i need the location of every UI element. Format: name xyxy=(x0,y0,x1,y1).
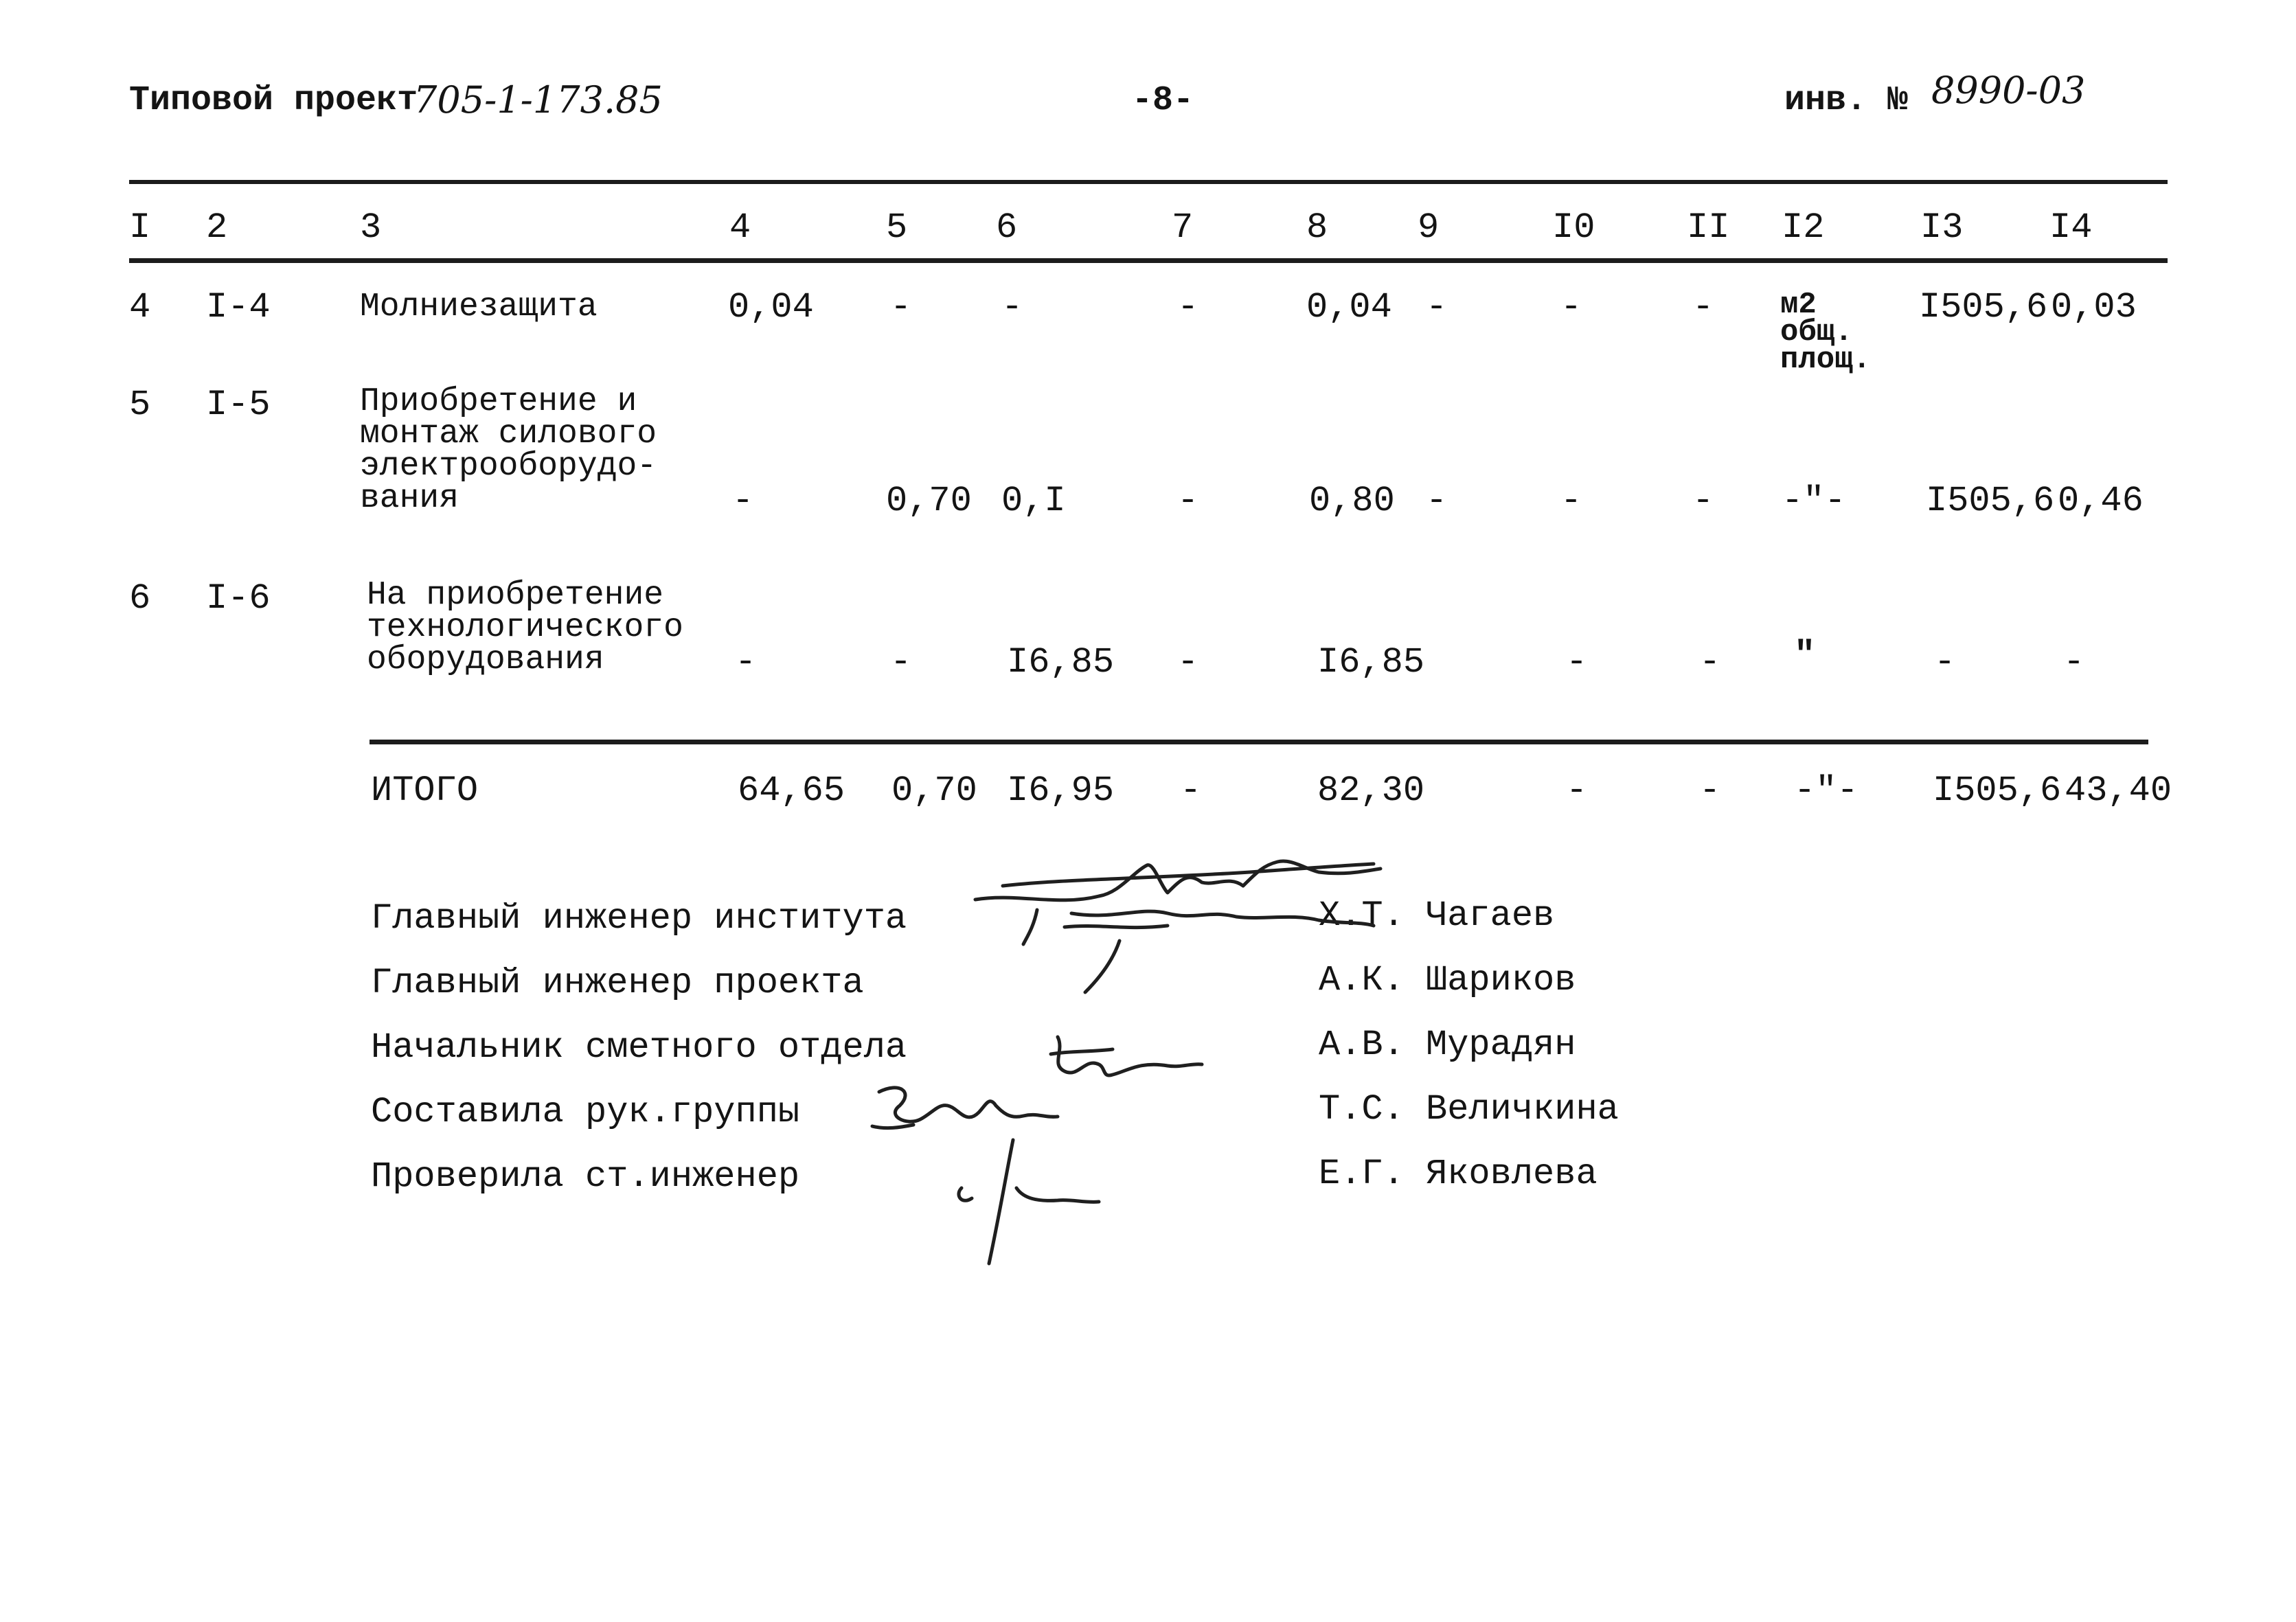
row-code: I-6 xyxy=(206,578,271,619)
total-col13: I505,6 xyxy=(1933,770,2062,811)
column-header: 4 xyxy=(729,207,751,248)
signature-role: Главный инженер проекта xyxy=(371,963,864,1003)
row-description: Приобретение и монтаж силового электрооборудо- вания xyxy=(360,383,657,517)
cell-col4: - xyxy=(735,642,757,683)
column-header: 9 xyxy=(1418,207,1440,248)
cell-col13: I505,6 xyxy=(1919,287,2048,328)
total-rule xyxy=(370,740,2148,744)
inventory-number: 8990-03 xyxy=(1931,69,2086,112)
cell-col4: - xyxy=(732,481,754,521)
column-header: 5 xyxy=(886,207,908,248)
cell-col14: 0,46 xyxy=(2058,481,2144,521)
row-code: I-4 xyxy=(206,287,271,328)
signature-name: А.В. Мурадян xyxy=(1319,1025,1576,1065)
cell-col14: 0,03 xyxy=(2051,287,2137,328)
row-number: 4 xyxy=(129,287,151,328)
table-top-rule xyxy=(129,180,2168,184)
column-header: I xyxy=(129,207,151,248)
column-header: I4 xyxy=(2049,207,2093,248)
total-col14: 43,40 xyxy=(2065,770,2172,811)
signature-role: Составила рук.группы xyxy=(371,1092,800,1132)
column-header: I3 xyxy=(1920,207,1964,248)
total-col6: I6,95 xyxy=(1007,770,1115,811)
signature-name: А.К. Шариков xyxy=(1319,960,1576,1001)
cell-col5: - xyxy=(890,287,912,328)
cell-col11: - xyxy=(1692,481,1714,521)
total-col7: - xyxy=(1180,770,1202,811)
cell-col13: I505,6 xyxy=(1926,481,2055,521)
cell-col7: - xyxy=(1177,287,1199,328)
cell-col4: 0,04 xyxy=(728,287,814,328)
cell-col8: I6,85 xyxy=(1317,642,1425,683)
inventory-label: инв. № xyxy=(1784,81,1909,120)
signature-role: Проверила ст.инженер xyxy=(371,1156,800,1197)
column-header: 7 xyxy=(1172,207,1194,248)
cell-col5: - xyxy=(890,642,912,683)
cell-unit: -"- xyxy=(1782,481,1846,521)
signature-name: Т.С. Величкина xyxy=(1319,1089,1619,1130)
project-number: 705-1-173.85 xyxy=(413,78,663,122)
row-code: I-5 xyxy=(206,385,271,425)
cell-col10: - xyxy=(1560,287,1582,328)
signature-name: Х.Т. Чагаев xyxy=(1319,895,1555,936)
cell-col9: - xyxy=(1426,287,1448,328)
signature-scribble-chief-engineer-institute xyxy=(962,845,1387,1037)
cell-col11: - xyxy=(1699,642,1721,683)
row-number: 5 xyxy=(129,385,151,425)
cell-col8: 0,80 xyxy=(1309,481,1395,521)
signature-scribble-senior-engineer xyxy=(948,1126,1113,1277)
total-col8: 82,30 xyxy=(1317,770,1425,811)
signature-role: Начальник сметного отдела xyxy=(371,1027,907,1068)
cell-col10: - xyxy=(1560,481,1582,521)
column-header: II xyxy=(1687,207,1730,248)
cell-col8: 0,04 xyxy=(1306,287,1392,328)
column-header: 8 xyxy=(1306,207,1328,248)
cell-col9: - xyxy=(1426,481,1448,521)
page-number: -8- xyxy=(1132,81,1194,120)
signature-name: Е.Г. Яковлева xyxy=(1319,1154,1598,1194)
column-header: 2 xyxy=(206,207,228,248)
total-col10: - xyxy=(1566,770,1588,811)
cell-col13: - xyxy=(1934,642,1956,683)
project-label: Типовой проект xyxy=(129,81,418,120)
cell-col7: - xyxy=(1177,481,1199,521)
cell-col6: - xyxy=(1001,287,1023,328)
cell-col14: - xyxy=(2063,642,2085,683)
total-col4: 64,65 xyxy=(738,770,845,811)
total-col5: 0,70 xyxy=(891,770,977,811)
total-label: ИТОГО xyxy=(371,770,479,811)
column-header: 3 xyxy=(360,207,382,248)
column-header: I2 xyxy=(1782,207,1825,248)
cell-col10: - xyxy=(1566,642,1588,683)
cell-unit: м2 общ. площ. xyxy=(1780,288,1872,377)
table-header-rule xyxy=(129,258,2168,263)
cell-col5: 0,70 xyxy=(886,481,972,521)
cell-col6: I6,85 xyxy=(1007,642,1115,683)
column-header: 6 xyxy=(996,207,1018,248)
cell-unit: " xyxy=(1794,635,1816,676)
signature-role: Главный инженер института xyxy=(371,898,907,939)
total-col11: - xyxy=(1699,770,1721,811)
row-number: 6 xyxy=(129,578,151,619)
cell-col7: - xyxy=(1177,642,1199,683)
column-header: I0 xyxy=(1552,207,1595,248)
cell-col11: - xyxy=(1692,287,1714,328)
cell-col6: 0,I xyxy=(1001,481,1066,521)
row-description: На приобретение технологического оборудования xyxy=(367,577,683,678)
total-unit: -"- xyxy=(1794,770,1859,811)
row-description: Молниезащита xyxy=(360,288,598,325)
